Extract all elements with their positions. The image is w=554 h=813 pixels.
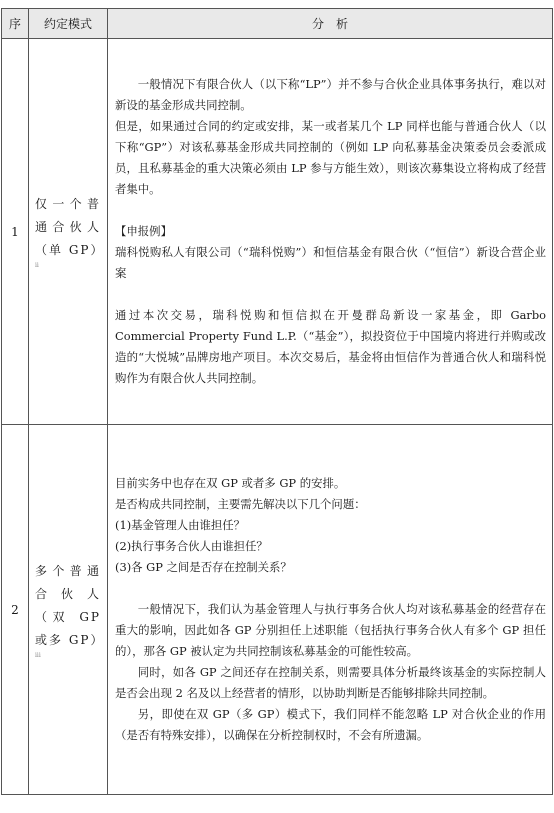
mode-cell xyxy=(29,39,108,425)
footnote-marker: iii xyxy=(35,651,41,659)
paragraph: 通过本次交易，瑞科悦购和恒信拟在开曼群岛新设一家基金，即 Garbo Commercial Property Fund L.P.（“基金”），拟投资位于中国境内将进行并购或改造的“大悦城”品牌房地产项目。本次交易后，基金将由恒信作为普通合伙人和瑞科悦购作为有限合伙人共同控制。 xyxy=(115,307,546,385)
list-item: (2)执行事务合伙人由谁担任？ xyxy=(115,538,268,553)
header-no: 序 xyxy=(2,9,29,39)
paragraph: 但是，如果通过合同的约定或安排，某一或者某几个 LP 同样也能与普通合伙人（以下称“GP”）对该私募基金形成共同控制的（例如 LP 向私募基金决策委员会委派成员，且私募基金的重大决策必须由 LP 参与方能生效），则该次募集设立将构成了经营者集中。 xyxy=(115,118,546,196)
row-number: 1 xyxy=(2,39,29,425)
list-item: (3)各 GP 之间是否存在控制关系？ xyxy=(115,559,292,574)
mode-text: 多个普通合伙人（双 GP 或多 GP） xyxy=(35,563,105,647)
row-number: 2 xyxy=(2,425,29,795)
case-title: 瑞科悦购私人有限公司（“瑞科悦购”）和恒信基金有限合伙（“恒信”）新设合营企业案 xyxy=(115,244,546,280)
footnote-marker: ii xyxy=(35,262,39,269)
mode-text: 仅一个普通合伙人（单 GP） xyxy=(35,197,105,257)
document-page xyxy=(0,8,554,813)
header-mode: 约定模式 xyxy=(29,9,108,39)
analysis-cell xyxy=(108,425,553,795)
list-item: (1)基金管理人由谁担任？ xyxy=(115,517,246,532)
header-analysis: 分 析 xyxy=(108,9,553,39)
mode-cell xyxy=(29,425,108,795)
case-heading: 【申报例】 xyxy=(115,223,172,238)
paragraph: 另，即使在双 GP（多 GP）模式下，我们同样不能忽略 LP 对合伙企业的作用（是否有特殊安排），以确保在分析控制权时，不会有所遗漏。 xyxy=(115,706,546,742)
analysis-cell xyxy=(108,39,553,425)
table-row xyxy=(2,39,553,425)
analysis-table xyxy=(1,8,553,795)
paragraph: 目前实务中也存在双 GP 或者多 GP 的安排。 xyxy=(115,475,346,490)
paragraph: 是否构成共同控制，主要需先解决以下几个问题： xyxy=(115,496,366,511)
paragraph: 一般情况下，我们认为基金管理人与执行事务合伙人均对该私募基金的经营存在重大的影响，因此如各 GP 分别担任上述职能（包括执行事务合伙人有多个 GP 担任的），那各 GP 被认定为共同控制该私募基金的可能性较高。 xyxy=(115,601,546,658)
paragraph: 同时，如各 GP 之间还存在控制关系，则需要具体分析最终该基金的实际控制人是否会出现 2 名及以上经营者的情形，以协助判断是否能够排除共同控制。 xyxy=(115,664,546,700)
paragraph: 一般情况下有限合伙人（以下称“LP”）并不参与合伙企业具体事务执行，难以对新设的基金形成共同控制。 xyxy=(115,76,546,112)
table-header-row xyxy=(2,9,553,39)
table-row xyxy=(2,425,553,795)
